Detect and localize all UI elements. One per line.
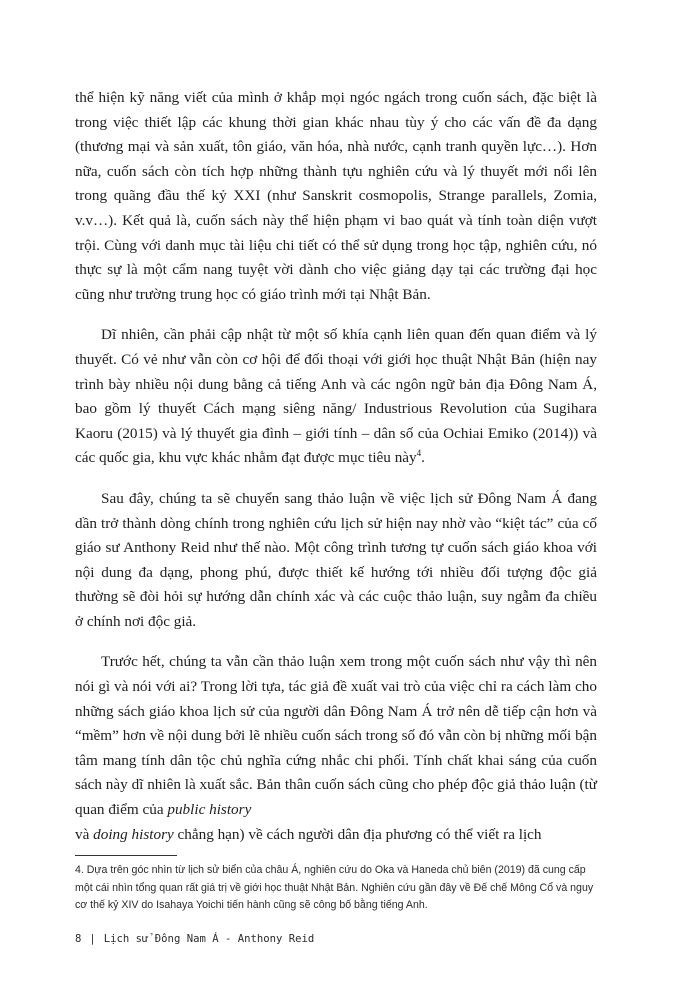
paragraph-2 [75,323,597,471]
paragraph-2-text: Dĩ nhiên, cần phải cập nhật từ một số khía cạnh liên quan đến quan điểm và lý thuyết. Có vẻ như vẫn còn cơ hội để đối thoại với giới học thuật Nhật Bản (hiện nay trình bày nhiều nội dung bằng cả tiếng Anh và các ngôn ngữ bản địa Đông Nam Á, bao gồm lý thuyết Cách mạng siêng năng/ Industrious Revolution của Sugihara Kaoru (2015) và lý thuyết gia đình – giới tính – dân số của Ochiai Emiko (2014)) và các quốc gia, khu vực khác nhằm đạt được mục tiêu này [75,326,597,467]
paragraph-1-text: thể hiện kỹ năng viết của mình ở khắp mọi ngóc ngách trong cuốn sách, đặc biệt là trong việc thiết lập các khung thời gian khác nhau tùy ý cho các vấn đề đa dạng (thương mại và sản xuất, tôn giáo, văn hóa, nhà nước, cạnh tranh quyền lực…). Hơn nữa, cuốn sách còn tích hợp những thành tựu nghiên cứu và lý thuyết mới nổi lên trong quãng đầu thế kỷ XXI (như Sanskrit cosmopolis, Strange parallels, Zomia, v.v…). Kết quả là, cuốn sách này thể hiện phạm vi bao quát và tính toàn diện vượt trội. Cùng với danh mục tài liệu chi tiết có thể sử dụng trong học tập, nghiên cứu, nó thực sự là một cẩm nang tuyệt vời dành cho việc giảng dạy tại các trường đại học cũng như trường trung học có giáo trình mới tại Nhật Bản. [75,89,597,303]
running-footer [75,933,314,945]
paragraph-2-period: . [421,449,425,467]
footer-separator: | [89,933,96,945]
body-text [75,86,597,863]
paragraph-3 [75,487,597,635]
paragraph-4-conjunction: và [75,825,90,843]
footnote-divider [75,855,177,856]
italic-term-public-history: public history [167,801,252,819]
paragraph-1 [75,86,597,307]
paragraph-4-text: Trước hết, chúng ta vẫn cần thảo luận xem trong một cuốn sách như vậy thì nên nói gì và nói với ai? Trong lời tựa, tác giả đề xuất vai trò của việc chỉ ra cách làm cho những sách giáo khoa lịch sử của người dân Đông Nam Á trở nên dễ tiếp cận hơn và “mềm” hơn về nội dung bởi lẽ nhiều cuốn sách trong số đó vẫn còn bị những mối bận tâm mang tính dân tộc chủ nghĩa cứng nhắc chi phối. Tính chất khai sáng của cuốn sách này dĩ nhiên là xuất sắc. Bản thân cuốn sách cũng cho phép độc giả thảo luận (từ quan điểm của [75,653,597,819]
paragraph-3-text: Sau đây, chúng ta sẽ chuyển sang thảo luận về việc lịch sử Đông Nam Á đang dần trở thành dòng chính trong nghiên cứu lịch sử hiện nay nhờ vào “kiệt tác” của cố giáo sư Anthony Reid như thế nào. Một công trình tương tự cuốn sách giáo khoa với nội dung đa dạng, phong phú, được thiết kế hướng tới nhiều đối tượng độc giả thường sẽ đòi hỏi sự hướng dẫn chính xác và các cuộc thảo luận, suy ngẫm đa chiều ở chính nơi độc giả. [75,489,597,630]
paragraph-4 [75,650,597,847]
paragraph-4-text-end: chẳng hạn) về cách người dân địa phương có thể viết ra lịch [177,825,542,843]
page-number: 8 [75,933,82,945]
footnote-reference: 4 [416,448,422,459]
running-title: Lịch sử Đông Nam Á - Anthony Reid [103,933,315,945]
italic-term-doing-history: doing history [93,825,174,843]
footnote-4: 4. Dựa trên góc nhìn từ lịch sử biển của châu Á, nghiên cứu do Oka và Haneda chủ biên (2019) đã cung cấp một cái nhìn tổng quan rất giá trị về giới học thuật Nhật Bản. Nghiên cứu gần đây về Đế chế Mông Cổ và nguy cơ thế kỷ XIV do Isahaya Yoichi tiến hành cũng sẽ công bố bằng tiếng Anh. [75,864,594,911]
